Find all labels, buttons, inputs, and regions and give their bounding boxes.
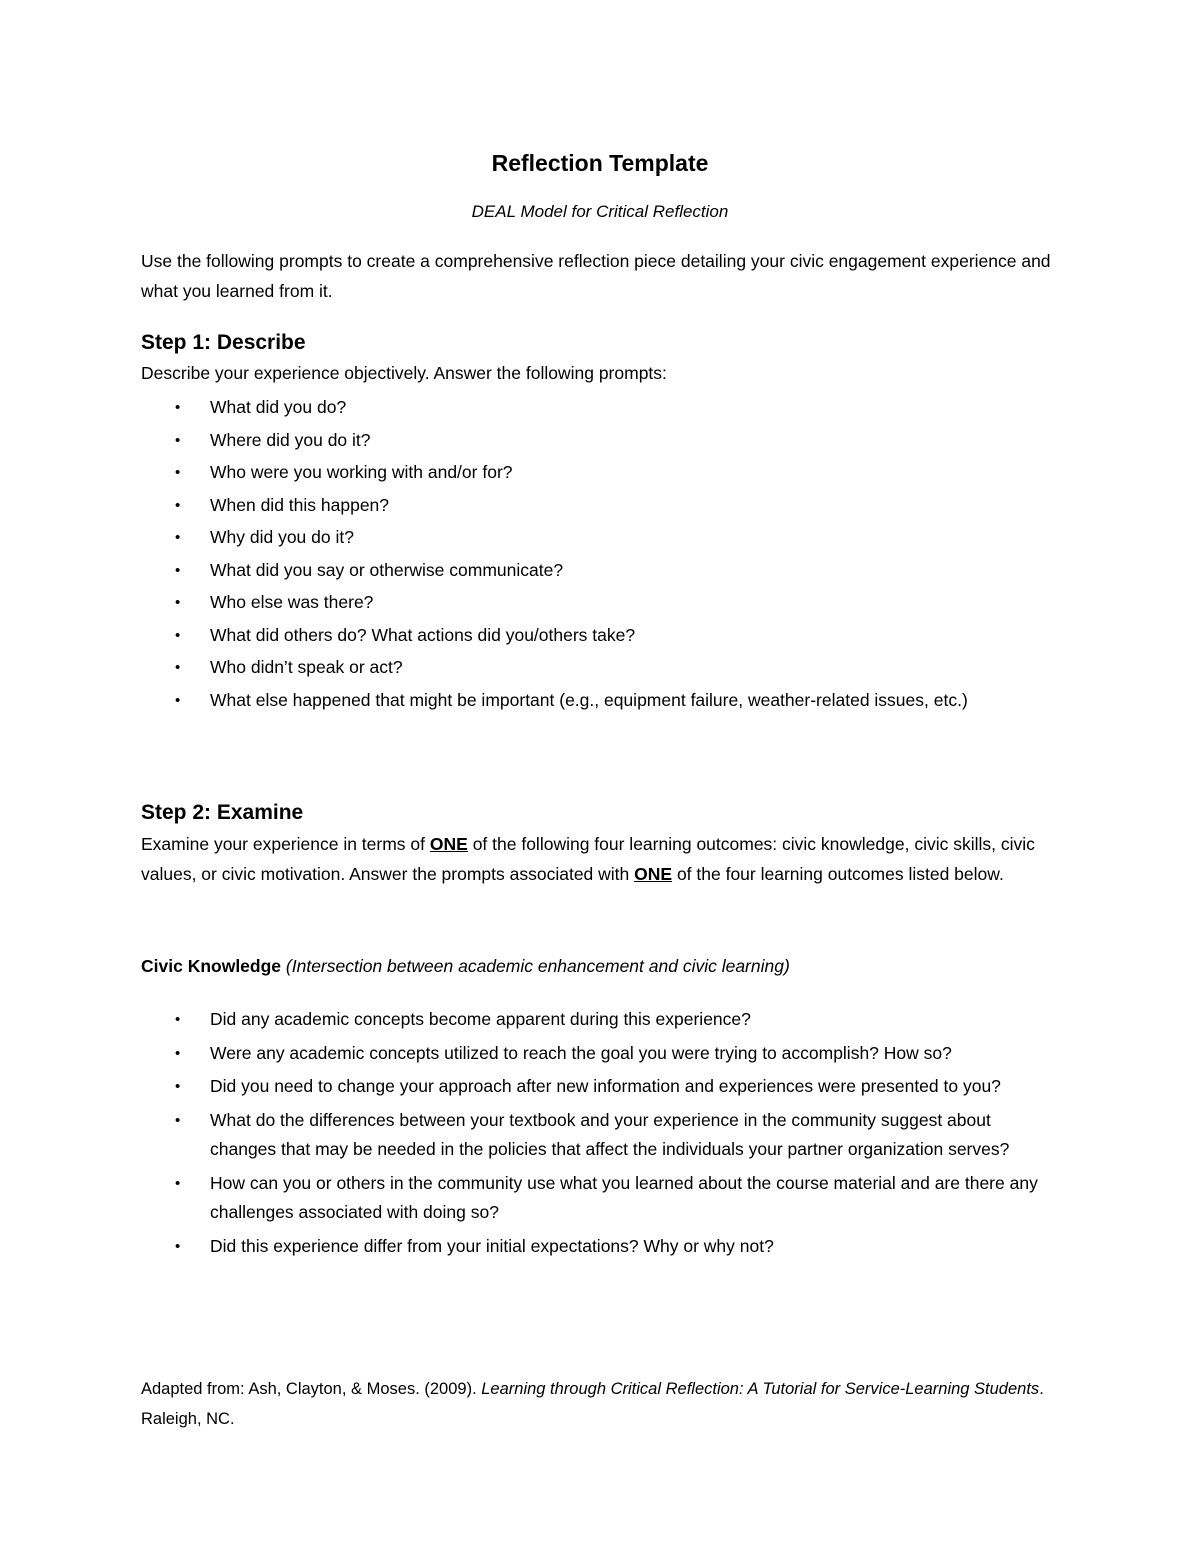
- list-item: [141, 1169, 1061, 1228]
- bullet-icon: •: [175, 594, 181, 611]
- step2-text-1: Examine your experience in terms of: [141, 834, 430, 854]
- prompt-text: Who didn’t speak or act?: [210, 657, 403, 677]
- prompt-text: What else happened that might be important (e.g., equipment failure, weather-related issues, etc.): [210, 689, 968, 710]
- bullet-icon: •: [175, 464, 181, 481]
- list-item: [141, 556, 1061, 586]
- citation-suffix: . Raleigh, NC.: [141, 1380, 1044, 1428]
- bullet-icon: •: [175, 431, 181, 449]
- list-item: [141, 393, 1061, 423]
- prompt-text: What did you say or otherwise communicate?: [210, 559, 564, 580]
- step2-text-3: of the four learning outcomes listed below.: [672, 863, 1004, 884]
- list-item: [141, 1005, 1061, 1035]
- prompt-text: Why did you do it?: [210, 527, 354, 547]
- citation: [141, 1375, 1061, 1434]
- prompt-text: How can you or others in the community use what you learned about the course material and are there any challenges associated with doing so?: [210, 1172, 1038, 1222]
- bullet-icon: •: [175, 1011, 181, 1028]
- emphasis-one: ONE: [634, 863, 673, 884]
- prompt-text: What did others do? What actions did you/others take?: [210, 624, 636, 645]
- list-item: [141, 458, 1061, 488]
- bullet-icon: •: [175, 399, 181, 416]
- prompt-text: Did this experience differ from your initial expectations? Why or why not?: [210, 1235, 774, 1256]
- bullet-icon: •: [175, 529, 181, 546]
- list-item: [141, 653, 1061, 683]
- bullet-icon: •: [175, 1237, 181, 1255]
- prompt-text: Did any academic concepts become apparent during this experience?: [210, 1009, 751, 1029]
- list-item: [141, 1072, 1061, 1102]
- list-item: [141, 686, 1061, 716]
- step1-prompt-list: [141, 393, 1061, 718]
- list-item: [141, 1106, 1061, 1165]
- prompt-text: Were any academic concepts utilized to reach the goal you were trying to accomplish? How so?: [210, 1042, 952, 1063]
- step1-instruction: Describe your experience objectively. Answer the following prompts:: [141, 363, 667, 383]
- document-subtitle: DEAL Model for Critical Reflection: [471, 202, 729, 221]
- prompt-text: Who were you working with and/or for?: [210, 462, 513, 482]
- civic-knowledge-heading: [141, 953, 1061, 979]
- intro-paragraph: Use the following prompts to create a comprehensive reflection piece detailing your civic engagement experience and what you learned from it.: [141, 251, 1051, 301]
- bullet-icon: •: [175, 1174, 181, 1192]
- step2-paragraph: [141, 830, 1061, 889]
- list-item: [141, 1039, 1061, 1069]
- step1-heading: Step 1: Describe: [141, 331, 306, 354]
- list-item: [141, 621, 1061, 651]
- civic-knowledge-prompt-list: [141, 1005, 1061, 1265]
- citation-prefix: Adapted from: Ash, Clayton, & Moses. (2009).: [141, 1380, 482, 1398]
- step2-text-2: of the following four learning outcomes: civic knowledge, civic skills, civic values, or civic motivation. Answer the prompts associated with: [141, 834, 1035, 884]
- prompt-text: Did you need to change your approach after new information and experiences were presented to you?: [210, 1076, 1001, 1096]
- prompt-text: What did you do?: [210, 397, 347, 417]
- bullet-icon: •: [175, 496, 181, 514]
- document-title: Reflection Template: [491, 150, 709, 176]
- prompt-text: When did this happen?: [210, 494, 390, 515]
- bullet-icon: •: [175, 1111, 181, 1129]
- list-item: [141, 426, 1061, 456]
- list-item: [141, 491, 1061, 521]
- prompt-text: Where did you do it?: [210, 429, 371, 450]
- bullet-icon: •: [175, 1078, 181, 1095]
- emphasis-one: ONE: [429, 834, 468, 854]
- citation-title: Learning through Critical Reflection: A Tutorial for Service-Learning Students: [481, 1380, 1040, 1398]
- list-item: [141, 523, 1061, 553]
- bullet-icon: •: [175, 561, 181, 579]
- civic-knowledge-note: (Intersection between academic enhancement and civic learning): [285, 956, 790, 976]
- bullet-icon: •: [175, 1044, 181, 1062]
- prompt-text: Who else was there?: [210, 592, 374, 612]
- list-item: [141, 588, 1061, 618]
- list-item: [141, 1232, 1061, 1262]
- civic-knowledge-label: Civic Knowledge: [141, 956, 282, 976]
- prompt-text: What do the differences between your textbook and your experience in the community suggest about changes that may be needed in the policies that affect the individuals your partner organization serves?: [210, 1109, 1010, 1159]
- bullet-icon: •: [175, 626, 181, 644]
- bullet-icon: •: [175, 691, 181, 709]
- step2-heading: Step 2: Examine: [141, 801, 304, 824]
- bullet-icon: •: [175, 659, 181, 676]
